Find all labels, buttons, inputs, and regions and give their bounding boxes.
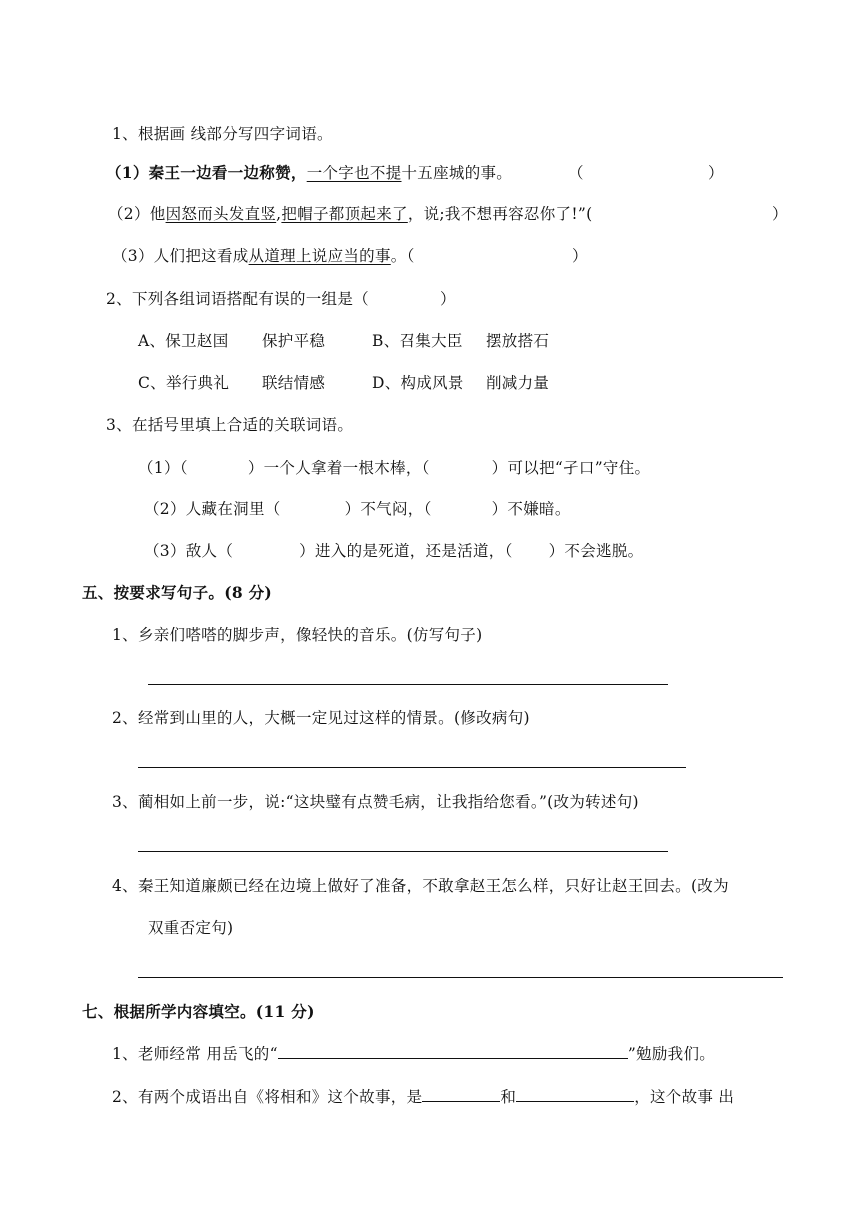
text: （1）（: [138, 459, 188, 477]
answer-line[interactable]: [138, 851, 668, 852]
option-b: B、召集大臣: [372, 332, 463, 350]
sub-question-text: （3）人们把这看成: [112, 247, 249, 265]
fill-blank[interactable]: [422, 1086, 500, 1102]
sub-question-1-2: [108, 204, 592, 224]
section-5-question-1: 1、乡亲们嗒嗒的脚步声，像轻快的音乐。(仿写句子): [112, 626, 483, 644]
text: ）一个人拿着一根木棒，（: [247, 459, 430, 477]
text: ）可以把“孑口”守住。: [491, 459, 651, 477]
text: 2、有两个成语出自《将相和》这个故事，是: [112, 1088, 423, 1106]
section-5-title: 五、按要求写句子。(8 分): [82, 583, 273, 602]
text: ）进入的是死道，还是活道，（: [299, 542, 513, 560]
question-1-heading: 1、根据画 线部分写四字词语。: [112, 125, 333, 143]
text: 1、老师经常 用岳飞的“: [112, 1045, 278, 1063]
fill-blank[interactable]: [278, 1043, 628, 1059]
option-d: D、构成风景: [372, 374, 464, 392]
option-b-2: 摆放搭石: [486, 332, 550, 350]
underlined-phrase: 一个字也不提: [306, 164, 402, 182]
text: （3）敌人（: [144, 542, 234, 560]
question-3-heading: 3、在括号里填上合适的关联词语。: [106, 416, 354, 434]
text: ）不气闷，（: [344, 500, 432, 518]
sub-question-1-3: [112, 246, 415, 266]
sub-question-text: 十五座城的事。: [401, 164, 513, 182]
sub-question-3-1: [138, 458, 650, 478]
sub-question-text: 。（: [390, 247, 415, 265]
text: ，这个故事 出: [634, 1088, 735, 1106]
sub-question-text: （2）他: [108, 205, 166, 223]
section-7-title: 七、根据所学内容填空。(11 分): [82, 1002, 315, 1021]
text: ）不会逃脱。: [548, 542, 644, 560]
question-2-heading: 2、下列各组词语搭配有误的一组是（: [106, 290, 369, 308]
answer-line[interactable]: [138, 767, 686, 768]
underlined-phrase: 因怒而头发直竖: [165, 205, 277, 223]
sub-question-text: （1）秦王一边看一边称赞，: [106, 163, 307, 182]
text: （2）人藏在洞里（: [144, 500, 281, 518]
sub-question-3-3: [144, 541, 643, 561]
answer-line[interactable]: [138, 977, 783, 978]
answer-line[interactable]: [148, 684, 668, 685]
answer-paren-open: （: [568, 164, 584, 182]
option-c-2: 联结情感: [262, 374, 326, 392]
answer-paren-close: ）: [708, 164, 724, 182]
text: 和: [500, 1088, 517, 1106]
sub-question-1-1: [106, 163, 512, 183]
answer-paren-close: ）: [772, 205, 788, 223]
underlined-phrase: 从道理上说应当的事: [248, 247, 391, 265]
fill-blank[interactable]: [516, 1086, 634, 1102]
text: ）不嫌暗。: [491, 500, 571, 518]
option-c: C、举行典礼: [138, 374, 230, 392]
section-7-question-2: [112, 1086, 734, 1107]
answer-paren-close: ）: [440, 290, 456, 308]
section-5-question-3: 3、蔺相如上前一步，说:“这块璧有点赞毛病，让我指给您看。”(改为转述句): [112, 793, 639, 811]
comma: ,: [276, 205, 282, 223]
option-d-2: 削减力量: [486, 374, 550, 392]
text: ”勉励我们。: [627, 1045, 716, 1063]
option-a: A、保卫赵国: [138, 332, 229, 350]
section-7-question-1: [112, 1043, 715, 1064]
answer-paren-close: ）: [572, 247, 588, 265]
section-5-question-2: 2、经常到山里的人，大概一定见过这样的情景。(修改病句): [112, 709, 530, 727]
underlined-phrase: 把帽子都顶起来了: [281, 205, 408, 223]
sub-question-3-2: [144, 499, 571, 519]
section-5-question-4: 4、秦王知道廉颇已经在边境上做好了准备，不敢拿赵王怎么样，只好让赵王回去。(改为: [112, 877, 729, 895]
option-a-2: 保护平稳: [262, 332, 326, 350]
section-5-question-4-cont: 双重否定句): [148, 919, 234, 937]
sub-question-text: ，说;我不想再容忍你了!”(: [407, 205, 593, 223]
